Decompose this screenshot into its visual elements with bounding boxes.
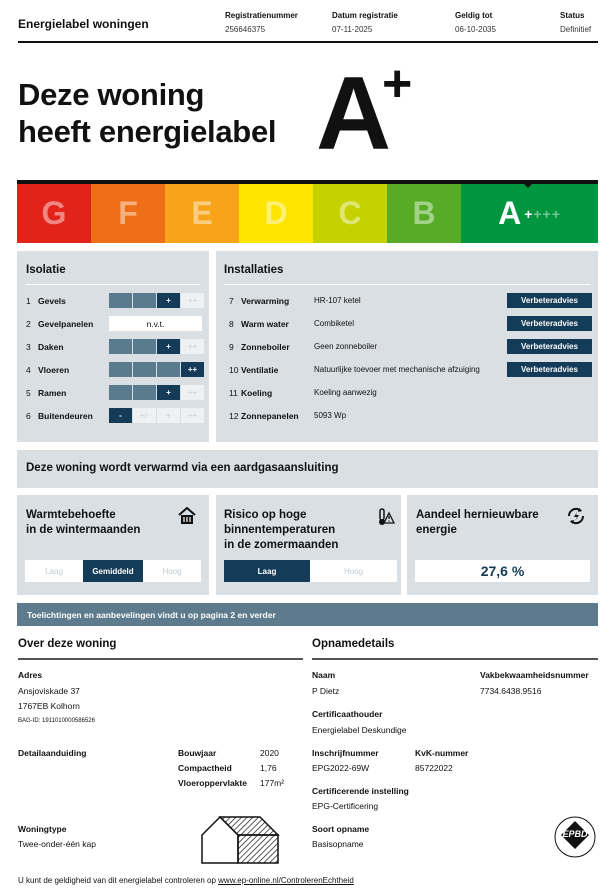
rating-cell	[157, 362, 180, 377]
epbd-logo	[553, 815, 597, 859]
vloeroppervlakte-label: Vloeroppervlakte	[178, 778, 247, 788]
status-block	[560, 11, 591, 34]
risico-title-line3: in de zomermaanden	[224, 539, 339, 551]
rating-cell	[133, 339, 156, 354]
energy-segment-a	[461, 184, 598, 243]
isolatie-row	[26, 293, 66, 308]
energy-segment-e	[165, 184, 239, 243]
adres-line2: 1767EB Kolhorn	[18, 701, 80, 711]
rating-cell: ++	[181, 385, 204, 400]
installatie-row-value: Koeling aanwezig	[314, 388, 377, 397]
footer-text: U kunt de geldigheid van dit energielabel controleren op	[18, 876, 219, 885]
energy-segment-plus	[524, 206, 561, 222]
instelling-label: Certificerende instelling	[312, 786, 409, 796]
isolatie-row	[26, 339, 64, 354]
risico-hoog: Hoog	[343, 566, 364, 576]
semi-detached-house-icon	[200, 813, 282, 865]
instelling-value: EPG-Certificering	[312, 801, 379, 811]
installaties-divider	[224, 284, 590, 285]
energy-segment-letter: E	[191, 195, 213, 231]
energy-segment-letter: C	[338, 195, 362, 231]
footer-note	[18, 876, 354, 885]
verwarming-banner	[17, 450, 598, 488]
rating-cell: ++	[181, 362, 204, 377]
vloeroppervlakte-value: 177m²	[260, 778, 285, 788]
isolatie-nvt-value: n.v.t.	[109, 316, 202, 331]
verbeteradvies-button[interactable]: Verbeteradvies	[507, 362, 592, 377]
warmtebehoefte-gemiddeld: Gemiddeld	[83, 560, 143, 582]
rating-cell	[109, 339, 132, 354]
risico-laag: Laag	[224, 560, 310, 582]
rating-cell	[133, 293, 156, 308]
energy-segment-letter: A	[498, 195, 522, 231]
bouwjaar-label: Bouwjaar	[178, 748, 217, 758]
inschrijfnummer-value: EPG2022-69W	[312, 763, 370, 773]
isolatie-row-number: 6	[26, 410, 31, 421]
status-label: Status	[560, 11, 585, 20]
energy-segment-letter: B	[412, 195, 436, 231]
installatie-row-name: Ventilatie	[241, 364, 279, 375]
renewable-energy-icon	[565, 505, 587, 527]
energy-label-plus: +	[382, 55, 413, 113]
installatie-row-name: Zonneboiler	[241, 341, 290, 352]
rating-cell: +	[157, 385, 180, 400]
isolatie-row	[26, 385, 66, 400]
installatie-row-number: 11	[229, 387, 238, 398]
isolatie-row-name: Gevels	[38, 295, 66, 306]
isolatie-row	[26, 408, 93, 423]
installatie-row-value: Geen zonneboiler	[314, 342, 378, 351]
house-heat-icon	[177, 507, 197, 525]
rating-cell: +	[157, 408, 180, 423]
ep-online-link[interactable]: www.ep-online.nl/ControlerenEchtheid	[218, 876, 354, 885]
isolatie-row-name: Vloeren	[38, 364, 70, 375]
isolatie-row-name: Gevelpanelen	[38, 318, 94, 329]
hernieuwbaar-panel	[407, 495, 598, 595]
installatie-row-name: Verwarming	[241, 295, 290, 306]
rating-cell: +	[157, 293, 180, 308]
status-value: Definitief	[560, 25, 592, 34]
datum-label: Datum registratie	[332, 11, 398, 20]
installaties-title: Installaties	[224, 264, 284, 276]
installatie-row-number: 7	[229, 295, 234, 306]
installatie-row-value: 5093 Wp	[314, 411, 347, 420]
rating-cell	[109, 385, 132, 400]
isolatie-row-number: 2	[26, 318, 31, 329]
isolatie-rating-scale	[109, 293, 205, 308]
isolatie-row-name: Buitendeuren	[38, 410, 93, 421]
isolatie-row-number: 5	[26, 387, 31, 398]
soort-opname-value: Basisopname	[312, 839, 364, 849]
woningtype-label: Woningtype	[18, 824, 67, 834]
installatie-row-number: 9	[229, 341, 234, 352]
vakbekwaamheid-value: 7734.6438.9516	[480, 686, 542, 696]
headline-line2: heeft energielabel	[18, 114, 277, 149]
installatie-row-name: Koeling	[241, 387, 273, 398]
installatie-row-number: 8	[229, 318, 234, 329]
energy-label-letter: A	[316, 56, 390, 172]
energy-pointer-icon	[520, 180, 536, 188]
warmtebehoefte-laag: Laag	[45, 566, 63, 576]
warmtebehoefte-panel	[17, 495, 209, 595]
adres-line1: Ansjoviskade 37	[18, 686, 80, 696]
energy-plus-active: +	[524, 205, 534, 222]
thermometer-warning-icon	[376, 507, 396, 527]
rating-cell: ++	[181, 293, 204, 308]
kvk-label: KvK-nummer	[415, 748, 469, 758]
installatie-row-value: HR-107 ketel	[314, 296, 361, 305]
rating-cell: +/-	[133, 408, 156, 423]
headline	[18, 76, 276, 150]
isolatie-rating-scale	[109, 339, 205, 354]
isolatie-row-number: 1	[26, 295, 31, 306]
warmtebehoefte-title-line1: Warmtebehoefte	[26, 509, 116, 521]
isolatie-row-number: 3	[26, 341, 31, 352]
installatie-row	[229, 408, 299, 423]
isolatie-divider	[26, 284, 200, 285]
installatie-row-name: Zonnepanelen	[241, 410, 299, 421]
isolatie-rating-scale	[109, 362, 205, 377]
isolatie-rating-scale	[109, 385, 205, 400]
naam-label: Naam	[312, 670, 336, 680]
datum-value: 07-11-2025	[332, 25, 373, 34]
risico-title	[224, 508, 338, 553]
opnamedetails-rule	[312, 658, 598, 660]
warmtebehoefte-scale	[25, 560, 201, 582]
document-title: Energielabel woningen	[18, 17, 149, 31]
isolatie-title: Isolatie	[26, 264, 66, 276]
energy-segment-letter: D	[264, 195, 288, 231]
energy-segment-b	[387, 184, 461, 243]
isolatie-row-name: Ramen	[38, 387, 67, 398]
rating-cell	[109, 362, 132, 377]
verbeteradvies-button[interactable]: Verbeteradvies	[507, 293, 592, 308]
geldig-label: Geldig tot	[455, 11, 493, 20]
woningtype-value: Twee-onder-één kap	[18, 839, 96, 849]
rating-cell	[133, 362, 156, 377]
isolatie-row	[26, 362, 69, 377]
installatie-row-number: 10	[229, 364, 239, 375]
energy-segment-g	[17, 184, 91, 243]
isolatie-rating-scale	[109, 408, 205, 423]
naam-value: P Dietz	[312, 686, 340, 696]
energy-segment-d	[239, 184, 313, 243]
vakbekwaamheid-label: Vakbekwaamheidsnummer	[480, 670, 589, 680]
geldig-value: 06-10-2035	[455, 25, 496, 34]
energy-segment-c	[313, 184, 387, 243]
hernieuwbaar-title	[416, 508, 539, 538]
header-divider	[18, 41, 598, 43]
energy-segment-f	[91, 184, 165, 243]
rating-cell: +	[157, 339, 180, 354]
inschrijfnummer-label: Inschrijfnummer	[312, 748, 379, 758]
energy-scale-bar	[17, 180, 598, 243]
installatie-row	[229, 316, 289, 331]
over-woning-title: Over deze woning	[18, 638, 117, 650]
energy-segment-letter: F	[118, 195, 138, 231]
hernieuwbaar-title-line2: energie	[416, 524, 457, 536]
energy-plus-dim: +++	[533, 205, 561, 222]
hernieuwbaar-title-line1: Aandeel hernieuwbare	[416, 509, 539, 521]
adres-label: Adres	[18, 670, 43, 680]
registratienummer-value: 256646375	[225, 25, 266, 34]
soort-opname-label: Soort opname	[312, 824, 370, 834]
compactheid-label: Compactheid	[178, 763, 232, 773]
opnamedetails-title: Opnamedetails	[312, 638, 395, 650]
risico-scale	[224, 560, 397, 582]
isolatie-row-number: 4	[26, 364, 31, 375]
geldig-block	[455, 11, 496, 34]
verwarming-text: Deze woning wordt verwarmd via een aardgasaansluiting	[26, 462, 339, 474]
bag-id: BAG-ID: 1911010000586526	[18, 718, 95, 724]
over-woning-rule	[18, 658, 303, 660]
installatie-row	[229, 385, 273, 400]
installatie-row	[229, 293, 290, 308]
rating-cell: ++	[181, 339, 204, 354]
certificaathouder-label: Certificaathouder	[312, 709, 383, 719]
detailaanduiding-label: Detailaanduiding	[18, 748, 87, 758]
energy-segment-letter: G	[41, 195, 67, 231]
warmtebehoefte-hoog: Hoog	[162, 566, 182, 576]
bouwjaar-value: 2020	[260, 748, 279, 758]
registratienummer-block	[225, 11, 298, 34]
toelichting-band: Toelichtingen en aanbevelingen vindt u op pagina 2 en verder	[17, 603, 598, 626]
installatie-row-value: Combiketel	[314, 319, 355, 328]
installatie-row	[229, 362, 279, 377]
risico-title-line2: binnentemperaturen	[224, 524, 336, 536]
installatie-row-value: Natuurlijke toevoer met mechanische afzuiging	[314, 365, 480, 374]
risico-title-line1: Risico op hoge	[224, 509, 307, 521]
hernieuwbaar-value: 27,6 %	[415, 560, 590, 582]
rating-cell: ++	[181, 408, 204, 423]
headline-line1: Deze woning	[18, 77, 205, 112]
kvk-value: 85722022	[415, 763, 453, 773]
certificaathouder-value: Energielabel Deskundige	[312, 725, 407, 735]
rating-cell	[109, 293, 132, 308]
verbeteradvies-button[interactable]: Verbeteradvies	[507, 316, 592, 331]
verbeteradvies-button[interactable]: Verbeteradvies	[507, 339, 592, 354]
epbd-logo-text: EPBD	[562, 829, 588, 839]
rating-cell	[133, 385, 156, 400]
isolatie-row	[26, 316, 93, 331]
warmtebehoefte-title-line2: in de wintermaanden	[26, 524, 141, 536]
registratienummer-label: Registratienummer	[225, 11, 298, 20]
rating-cell: -	[109, 408, 132, 423]
installatie-row	[229, 339, 290, 354]
installatie-row-name: Warm water	[241, 318, 289, 329]
datum-block	[332, 11, 398, 34]
installatie-row-number: 12	[229, 410, 239, 421]
risico-panel	[216, 495, 401, 595]
warmtebehoefte-title	[26, 508, 140, 538]
isolatie-row-name: Daken	[38, 341, 64, 352]
compactheid-value: 1,76	[260, 763, 277, 773]
